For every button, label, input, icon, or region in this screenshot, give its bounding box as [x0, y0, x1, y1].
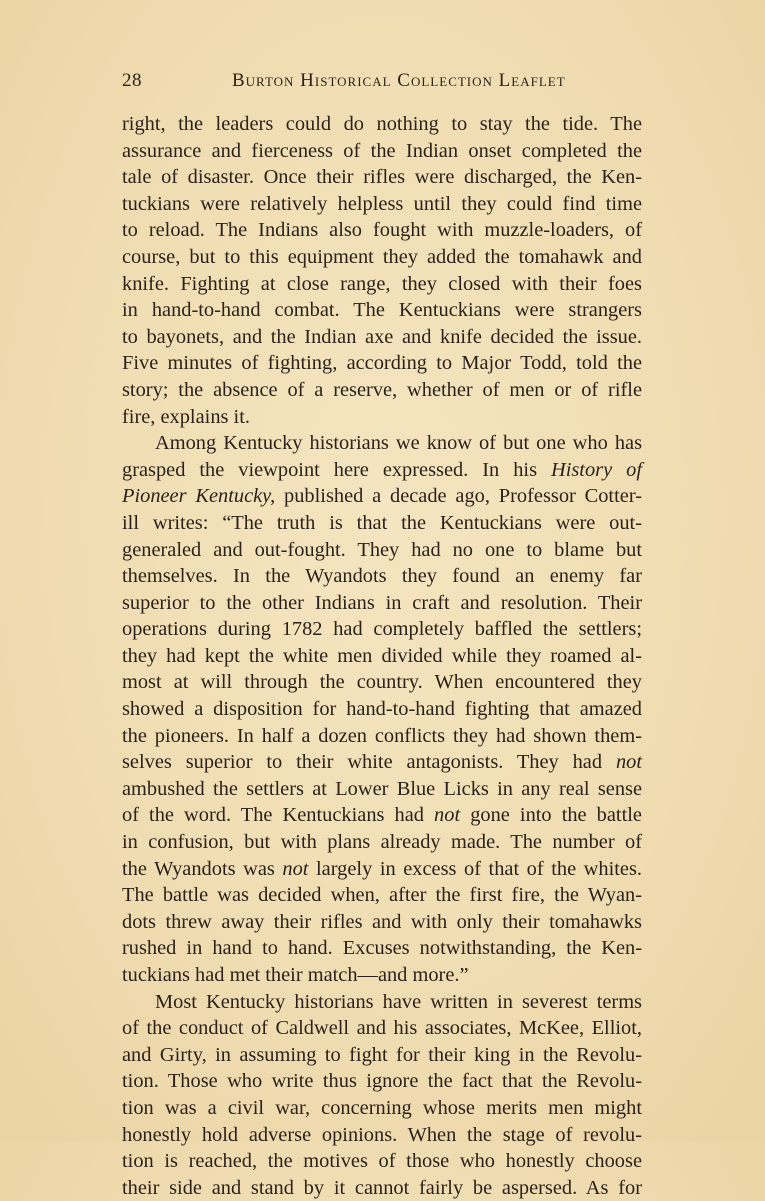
text-line: rushed in hand to hand. Excuses notwithstanding, the Ken- [122, 937, 642, 960]
text-line: in hand-to-hand combat. The Kentuckians were strangers [122, 299, 642, 322]
text-line: to bayonets, and the Indian axe and knife decided the issue. [122, 325, 642, 348]
text-line [122, 457, 642, 484]
text-line: The battle was decided when, after the first fire, the Wyan- [122, 884, 642, 907]
body-text [122, 111, 642, 1201]
text-run: selves superior to their white antagonists. They had [122, 751, 603, 774]
text-run: published a decade ago, Professor Cotter- [275, 485, 642, 508]
text-run: gone into the battle [470, 804, 642, 827]
text-line: ambushed the settlers at Lower Blue Licks in any real sense [122, 777, 642, 800]
text-line: in confusion, but with plans already made. The number of [122, 831, 642, 854]
running-title: Burton Historical Collection Leaflet [232, 70, 566, 91]
text-line [122, 802, 642, 829]
emphasis-italic: not [282, 857, 309, 880]
text-line: themselves. In the Wyandots they found an enemy far [122, 565, 642, 588]
text-line: superior to the other Indians in craft and resolution. Their [122, 591, 642, 614]
emphasis-italic: not [615, 751, 642, 774]
text-line: tion. Those who write thus ignore the fact that the Revolu- [122, 1070, 642, 1093]
text-run: grasped the viewpoint here expressed. In his [122, 458, 538, 481]
text-line [122, 856, 642, 883]
text-run: largely in excess of that of the whites. [316, 857, 643, 880]
text-line: of the conduct of Caldwell and his associates, McKee, Elliot, [122, 1017, 642, 1040]
text-line [122, 749, 642, 776]
text-line: fire, explains it. [122, 405, 250, 428]
text-line [122, 483, 642, 510]
running-head [122, 70, 642, 100]
book-title-italic: History of [550, 458, 642, 481]
text-line: the pioneers. In half a dozen conflicts they had shown them- [122, 724, 642, 747]
book-title-italic: Pioneer Kentucky, [122, 485, 276, 508]
text-line: tuckians had met their match—and more.” [122, 964, 469, 986]
text-line: tuckians were relatively helpless until they could find time [122, 192, 642, 215]
text-line: generaled and out-fought. They had no one to blame but [122, 538, 642, 561]
text-line: operations during 1782 had completely baffled the settlers; [122, 618, 642, 641]
text-line: Most Kentucky historians have written in severest terms [155, 990, 642, 1013]
text-line: their side and stand by it cannot fairly be aspersed. As for [122, 1176, 642, 1199]
text-line: story; the absence of a reserve, whether of men or of rifle [122, 378, 642, 401]
text-line: tale of disaster. Once their rifles were discharged, the Ken- [122, 166, 642, 189]
text-line: tion was a civil war, concerning whose merits men might [122, 1096, 642, 1119]
text-line: they had kept the white men divided while they roamed al- [122, 644, 642, 667]
text-line: showed a disposition for hand-to-hand fighting that amazed [122, 698, 642, 721]
text-line: course, but to this equipment they added the tomahawk and [122, 245, 642, 268]
text-line: and Girty, in assuming to fight for their king in the Revolu- [122, 1043, 642, 1066]
text-line: tion is reached, the motives of those who honestly choose [122, 1150, 642, 1173]
text-line: knife. Fighting at close range, they closed with their foes [122, 272, 642, 295]
text-run: the Wyandots was [122, 857, 275, 880]
text-line: assurance and fierceness of the Indian onset completed the [122, 139, 642, 162]
text-line: right, the leaders could do nothing to stay the tide. The [122, 113, 642, 135]
text-line: Five minutes of fighting, according to Major Todd, told the [122, 352, 642, 375]
page-number: 28 [122, 70, 142, 91]
text-run: of the word. The Kentuckians had [122, 804, 424, 827]
text-line: dots threw away their rifles and with only their tomahawks [122, 910, 642, 933]
text-line: most at will through the country. When encountered they [122, 671, 642, 694]
emphasis-italic: not [434, 804, 461, 827]
text-line: Among Kentucky historians we know of but one who has [155, 432, 642, 455]
text-line: ill writes: “The truth is that the Kentuckians were out- [122, 511, 642, 534]
text-line: honestly hold adverse opinions. When the stage of revolu- [122, 1123, 642, 1146]
text-line: to reload. The Indians also fought with muzzle-loaders, of [122, 219, 642, 242]
